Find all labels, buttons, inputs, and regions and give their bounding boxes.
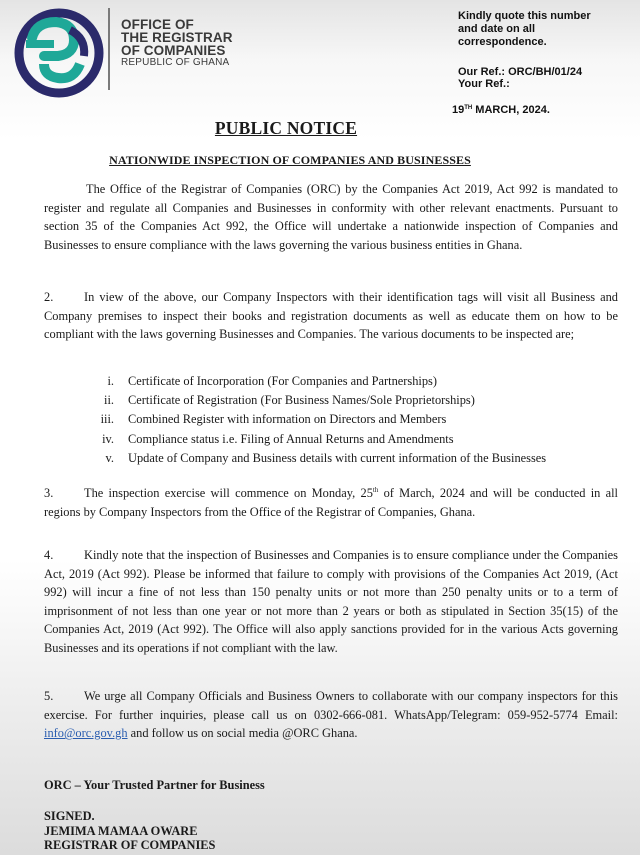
signature-block	[44, 809, 215, 853]
paragraph-number: 4.	[44, 548, 54, 562]
documents-list	[78, 372, 638, 468]
date-rest: MARCH, 2024.	[472, 104, 550, 116]
paragraph-1: The Office of the Registrar of Companies (ORC) by the Companies Act 2019, Act 992 is mandated to register and regulate all Companies and Businesses in conformity with other relevant enactments. Pursuant to section 35 of the Companies Act 992, the Office will undertake a nationwide inspection of Companies and Businesses to ensure compliance with the laws governing the various business entities in Ghana.	[44, 182, 618, 252]
date-suffix: TH	[464, 105, 473, 111]
page-title: PUBLIC NOTICE	[214, 118, 358, 138]
reference-block	[458, 66, 582, 90]
list-marker: iv.	[102, 431, 114, 446]
paragraph-text: Kindly note that the inspection of Businesses and Companies is to ensure compliance under the Companies Act, 2019 (Act 992). Please be informed that failure to comply with provisions of the Companies Act 2019, (Act 992) will incur a fine of not less than 150 penalty units or not more than 250 penalty units or to a term of imprisonment of not less than one year or not more than 2 years or both as stipulated in Section 35(15) of the Companies Act, 2019 (Act 992). The Office will also apply sanctions provided for in the various Acts governing Businesses and its operations if not compliant with the law.	[44, 548, 618, 655]
quote-line-3: correspondence.	[458, 36, 547, 48]
paragraph-text: In view of the above, our Company Inspectors with their identification tags will visit all Business and Company premises to inspect their books and registration documents as well as educate them on how to be compliant with the laws governing Businesses and Companies. The various documents to be inspected are;	[44, 290, 618, 342]
date-day: 19	[452, 104, 465, 116]
paragraph-5	[44, 687, 618, 743]
paragraph-2	[44, 288, 618, 344]
paragraph-3	[44, 481, 618, 521]
email-link[interactable]: info@orc.gov.gh	[44, 726, 128, 741]
signatory-title: REGISTRAR OF COMPANIES	[44, 838, 216, 852]
your-ref: Your Ref.:	[458, 78, 510, 90]
signed-label: SIGNED.	[44, 809, 95, 823]
page-subtitle: NATIONWIDE INSPECTION OF COMPANIES AND BUSINESSES	[109, 153, 471, 167]
list-text: Certificate of Incorporation (For Companies and Partnerships)	[128, 374, 437, 388]
paragraph-text: The inspection exercise will commence on Monday, 25	[84, 486, 373, 501]
paragraph-4	[44, 546, 618, 658]
list-item	[78, 410, 638, 429]
list-text: Certificate of Registration (For Business Names/Sole Proprietorships)	[128, 393, 475, 408]
tagline: ORC – Your Trusted Partner for Business	[44, 778, 265, 792]
paragraph-text: of March, 2024 and will be conducted in all regions by Company Inspectors from the Office of the Registrar of Companies, Ghana.	[44, 486, 618, 519]
org-line-2: THE REGISTRAR	[121, 30, 233, 45]
list-text: Combined Register with information on Directors and Members	[128, 412, 447, 427]
paragraph-text: and follow us on social media @ORC Ghana.	[127, 726, 358, 741]
quote-line-1: Kindly quote this number	[458, 10, 591, 22]
quote-instruction	[458, 10, 638, 49]
list-marker: ii.	[104, 393, 114, 408]
our-ref: Our Ref.: ORC/BH/01/24	[458, 66, 583, 78]
list-item	[78, 430, 638, 449]
organization-name	[121, 18, 233, 68]
paragraph-number: 5.	[44, 689, 54, 703]
notice-date	[452, 104, 550, 116]
list-marker: i.	[107, 374, 114, 388]
list-marker: v.	[105, 450, 114, 465]
org-line-3: OF COMPANIES	[121, 43, 226, 58]
logo-divider	[108, 8, 110, 90]
list-text: Compliance status i.e. Filing of Annual Returns and Amendments	[128, 431, 454, 446]
list-text: Update of Company and Business details with current information of the Businesses	[128, 450, 547, 465]
list-item	[78, 391, 638, 410]
ordinal-suffix: th	[372, 486, 379, 494]
paragraph-text: We urge all Company Officials and Business Owners to collaborate with our company inspectors for this exercise. For further inquiries, please call us on 0302-666-081. WhatsApp/Telegram: 059-952-5774 Email:	[44, 689, 618, 722]
list-item	[78, 449, 638, 468]
list-marker: iii.	[100, 412, 114, 427]
orc-logo-icon	[14, 8, 104, 98]
org-line-4: REPUBLIC OF GHANA	[121, 57, 230, 68]
paragraph-number: 2.	[44, 290, 54, 304]
org-line-1: OFFICE OF	[121, 17, 194, 32]
signatory-name: JEMIMA MAMAA OWARE	[44, 823, 198, 838]
list-item	[78, 372, 638, 391]
paragraph-number: 3.	[44, 486, 54, 501]
quote-line-2: and date on all	[458, 23, 536, 35]
